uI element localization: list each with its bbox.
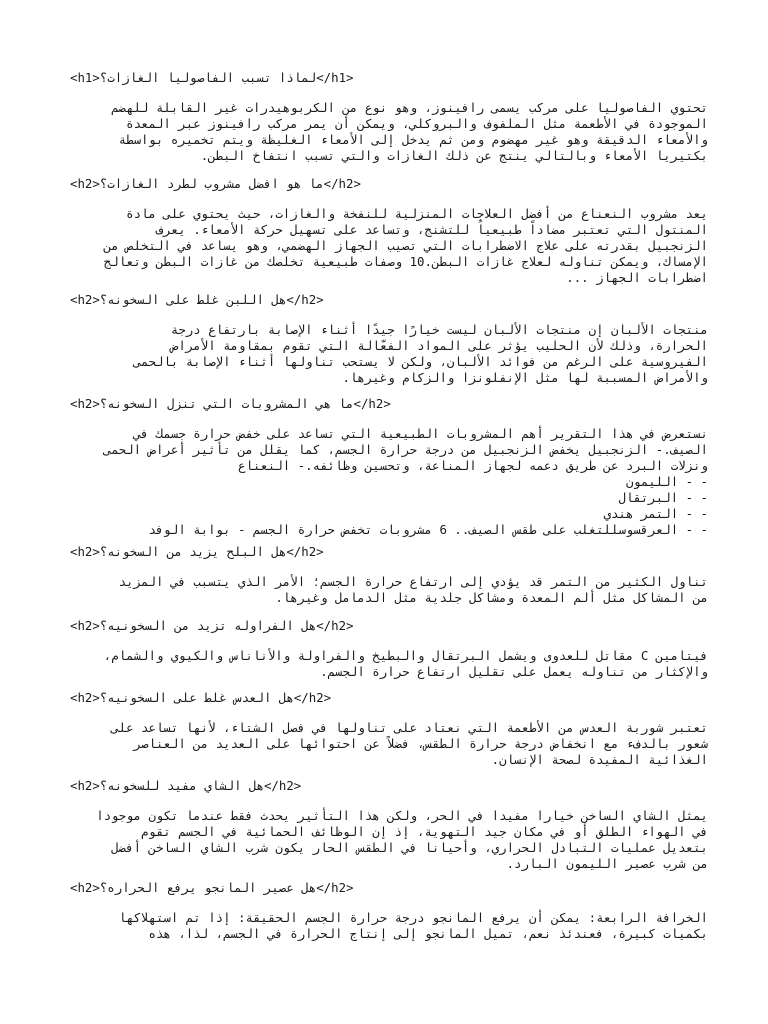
paragraph-line: الحرارة، وذلك لأن الحليب يؤثر على المواد الفعّالة التي تقوم بمقاومة الأمراض (170, 338, 708, 353)
paragraph-line: في الهواء الطلق أو في مكان جيد التهوية، إذ إن الوظائف الحمائية في الجسم تقوم (141, 824, 708, 839)
heading-h2: <h2>هل عصير المانجو يرفع الحراره؟</h2> (70, 880, 354, 895)
paragraph-line: الخرافة الرابعة: يمكن أن يرفع المانجو درجة حرارة الجسم الحقيقة: إذا تم استهلاكها (118, 910, 708, 925)
paragraph-line: شعور بالدفء مع انخفاض درجة حرارة الطقس، فضلاً عن احتوائها على العديد من العناصر (133, 736, 708, 751)
paragraph-line: منتجات الألبان إن منتجات الألبان ليست خيارًا جيدًا أثناء الإصابة بارتفاع درجة (170, 322, 708, 337)
heading-h2: <h2>ما هو افضل مشروب لطرد الغازات؟</h2> (70, 176, 361, 191)
paragraph-line: نستعرض في هذا التقرير أهم المشروبات الطبيعية التي تساعد على خفض حرارة جسمك في (133, 426, 708, 441)
list-item: - - البرتقال (618, 490, 708, 505)
heading-h2: <h2>هل البلح يزيد من السخونه؟</h2> (70, 544, 324, 559)
heading-h1: <h1>لماذا تسبب الفاصوليا الغازات؟</h1> (70, 70, 354, 85)
paragraph-line: بكميات كبيرة، فعندئذ نعم، تميل المانجو إلى إنتاج الحرارة في الجسم، لذا، هذه (148, 926, 708, 941)
paragraph-line: الزنجبيل بقدرته على علاج الاضطرابات التي تصيب الجهاز الهضمي، وهو يساعد في التخلص من (103, 238, 708, 253)
heading-h2: <h2>ما هي المشروبات التي تنزل السخونه؟</h2> (70, 396, 391, 411)
heading-h2: <h2>هل العدس غلط على السخونيه؟</h2> (70, 690, 332, 705)
paragraph-line: يمثل الشاي الساخن خيارا مفيدا في الحر، ولكن هذا التأثير يحدث فقط عندما تكون موجودا (96, 808, 708, 823)
paragraph-line: اضطرابات الجهاز ... (566, 270, 708, 285)
paragraph-line: الغذائية المفيدة لصحة الإنسان. (491, 752, 708, 767)
heading-h2: <h2>هل اللبن غلط على السخونه؟</h2> (70, 292, 324, 307)
paragraph-line: الإمساك، ويمكن تناوله لعلاج غازات البطن.10 وصفات طبيعية تخلصك من غازات البطن وتعالج (103, 254, 708, 269)
paragraph-line: بتعديل عمليات التبادل الحراري، وأحيانا في الطقس الحار يكون شرب الشاي الساخن أفضل (111, 840, 708, 855)
heading-h2: <h2>هل الشاي مفيد للسخونه؟</h2> (70, 778, 302, 793)
paragraph-line: تحتوي الفاصوليا على مركب يسمى رافينوز، وهو نوع من الكربوهيدرات غير القابلة للهضم (111, 100, 708, 115)
paragraph-line: تعتبر شوربة العدس من الأطعمة التي نعتاد على تناولها في فصل الشتاء، لأنها تساعد على (111, 720, 708, 735)
paragraph-line: والأمعاء الدقيقة وهو غير مهضوم ومن ثم يدخل إلى الأمعاء الغليظة ويتم تخميره بواسطة (118, 132, 708, 147)
heading-h2: <h2>هل الفراوله تزيد من السخونيه؟</h2> (70, 618, 354, 633)
list-item: - - الليمون (625, 474, 708, 489)
list-item: - - التمر هندي (603, 506, 708, 521)
paragraph-line: تناول الكثير من التمر قد يؤدي إلى ارتفاع حرارة الجسم؛ الأمر الذي يتسبب في المزيد (118, 574, 708, 589)
paragraph-line: والأمراض المسببة لها مثل الإنفلونزا والزكام وغيرها. (342, 370, 708, 385)
paragraph-line: والإكثار من تناوله يعمل على تقليل ارتفاع حرارة الجسم. (320, 664, 708, 679)
paragraph-line: من شرب عصير الليمون البارد. (506, 856, 708, 871)
paragraph-line: الصيف.- الزنجبيل يخفض الزنجبيل من درجة حرارة الجسم، كما يقلل من تأثير أعراض الحمى (103, 442, 708, 457)
paragraph-line: بكتيريا الأمعاء وبالتالي ينتج عن ذلك الغازات والتي تسبب انتفاخ البطن. (200, 148, 708, 163)
paragraph-line: الموجودة في الأطعمة مثل الملفوف والبروكلي، ويمكن أن يمر مركب رافينوز عبر المعدة (126, 116, 708, 131)
paragraph-line: فيتامين C مقاتل للعدوى ويشمل البرتقال والبطيخ والفراولة والأناناس والكيوي والشمام، (103, 648, 708, 663)
paragraph-line: ونزلات البرد عن طريق دعمه لجهاز المناعة، وتحسين وظائفه.- النعناع (238, 458, 708, 473)
paragraph-line: الفيروسية على الرغم من فوائد الألبان، ولكن لا يستحب تناولها أثناء الإصابة بالحمى (133, 354, 708, 369)
paragraph-line: المنتول التي تعتبر مضاداً طبيعياً للتشنج، وتساعد على تسهيل حركة الأمعاء. يعرف (155, 222, 708, 237)
list-item: - - العرقسوسللتغلب على طقس الصيف.. 6 مشروبات تخفض حرارة الجسم - بوابة الوفد (148, 522, 708, 537)
paragraph-line: من المشاكل مثل ألم المعدة ومشاكل جلدية مثل الدمامل وغيرها. (275, 590, 708, 605)
paragraph-line: يعد مشروب النعناع من أفضل العلاجات المنزلية للنفخة والغازات، حيث يحتوي على مادة (126, 206, 708, 221)
